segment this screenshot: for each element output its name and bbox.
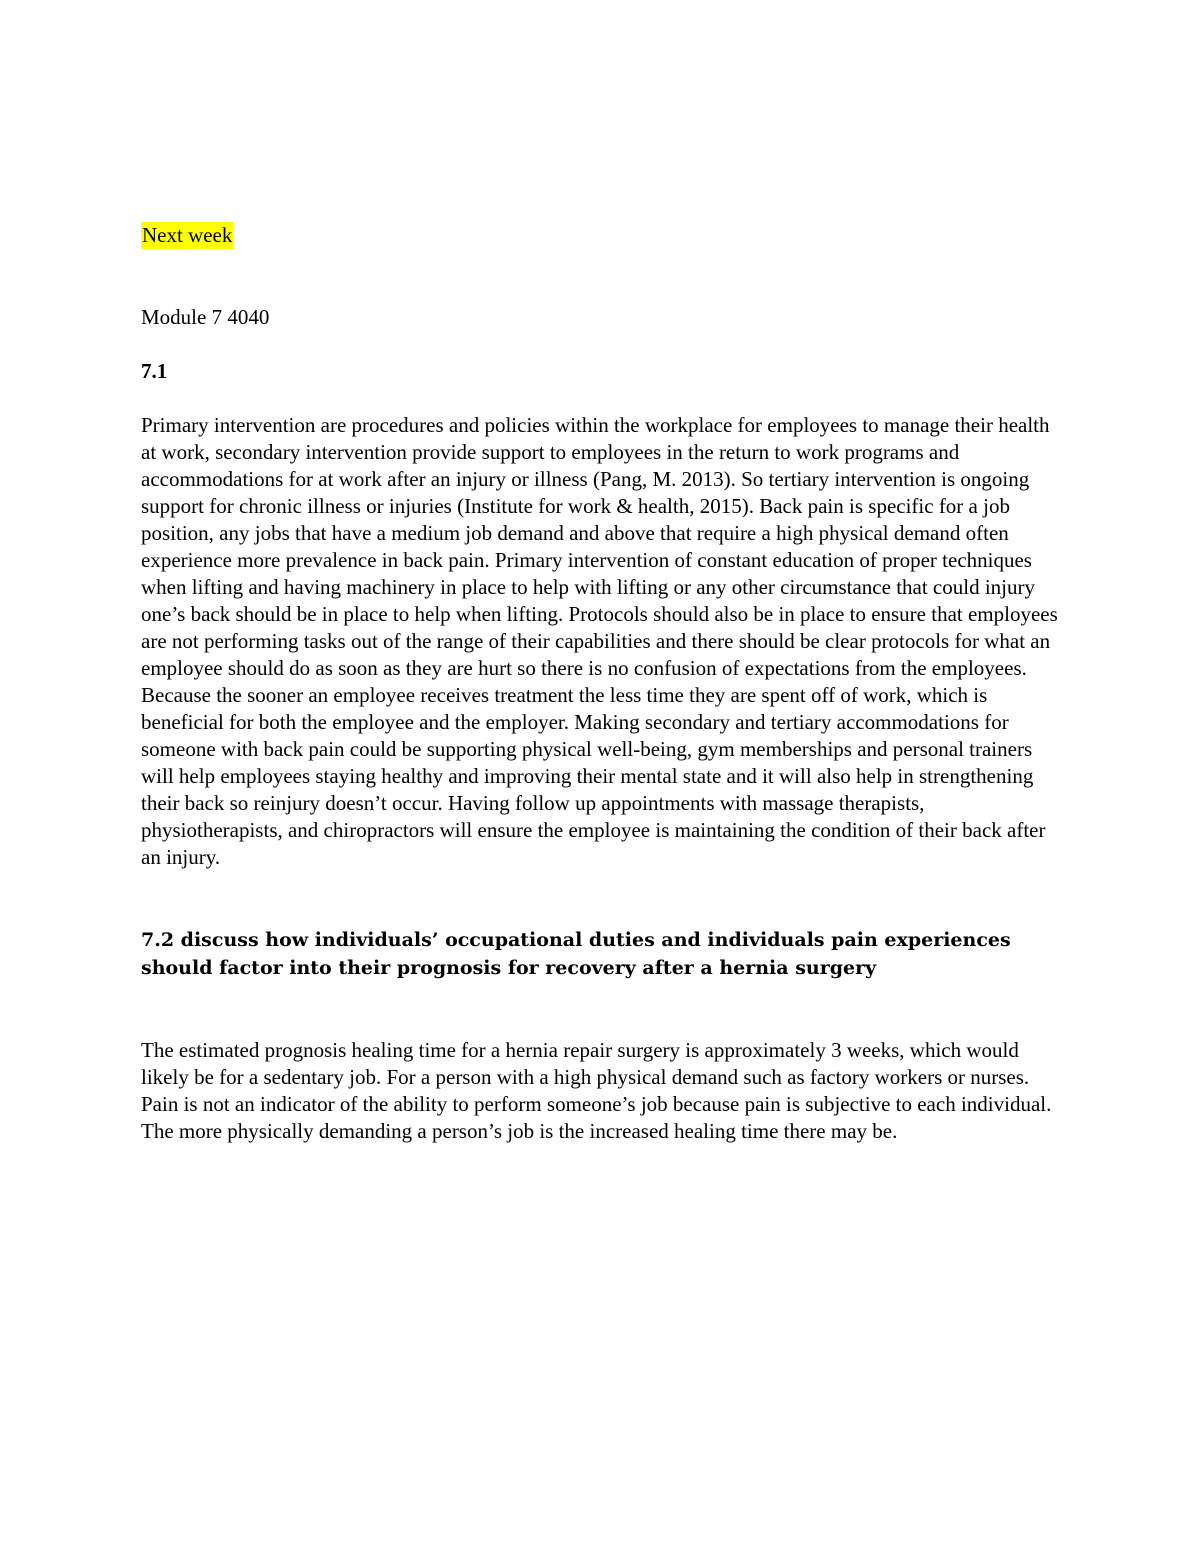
module-title: Module 7 4040 xyxy=(141,305,270,329)
next-week-note xyxy=(141,222,1066,249)
section-7-2-heading: 7.2 discuss how individuals’ occupational duties and individuals pain experiences should factor into their prognosis for recovery after a hernia surgery xyxy=(141,929,1011,979)
document-content xyxy=(141,222,1066,1145)
section-7-1-heading: 7.1 xyxy=(141,359,168,383)
section-7-2-body: The estimated prognosis healing time for a hernia repair surgery is approximately 3 weeks, which would likely be for a sedentary job. For a person with a high physical demand such as factory workers or nurses. Pain is not an indicator of the ability to perform someone’s job because pain is subjective to each individual. The more physically demanding a person’s job is the increased healing time there may be. xyxy=(141,1038,1052,1143)
section-7-1-body: Primary intervention are procedures and policies within the workplace for employees to manage their health at work, secondary intervention provide support to employees in the return to work programs and accommodations for at work after an injury or illness (Pang, M. 2013). So tertiary intervention is ongoing support for chronic illness or injuries (Institute for work & health, 2015). Back pain is specific for a job position, any jobs that have a medium job demand and above that require a high physical demand often experience more prevalence in back pain. Primary intervention of constant education of proper techniques when lifting and having machinery in place to help with lifting or any other circumstance that could injury one’s back should be in place to help when lifting. Protocols should also be in place to ensure that employees are not performing tasks out of the range of their capabilities and there should be clear protocols for what an employee should do as soon as they are hurt so there is no confusion of expectations from the employees. Because the sooner an employee receives treatment the less time they are spent off of work, which is beneficial for both the employee and the employer. Making secondary and tertiary accommodations for someone with back pain could be supporting physical well-being, gym memberships and personal trainers will help employees staying healthy and improving their mental state and it will also help in strengthening their back so reinjury doesn’t occur. Having follow up appointments with massage therapists, physiotherapists, and chiropractors will ensure the employee is maintaining the condition of their back after an injury. xyxy=(141,413,1058,869)
highlighted-text: Next week xyxy=(142,223,233,247)
